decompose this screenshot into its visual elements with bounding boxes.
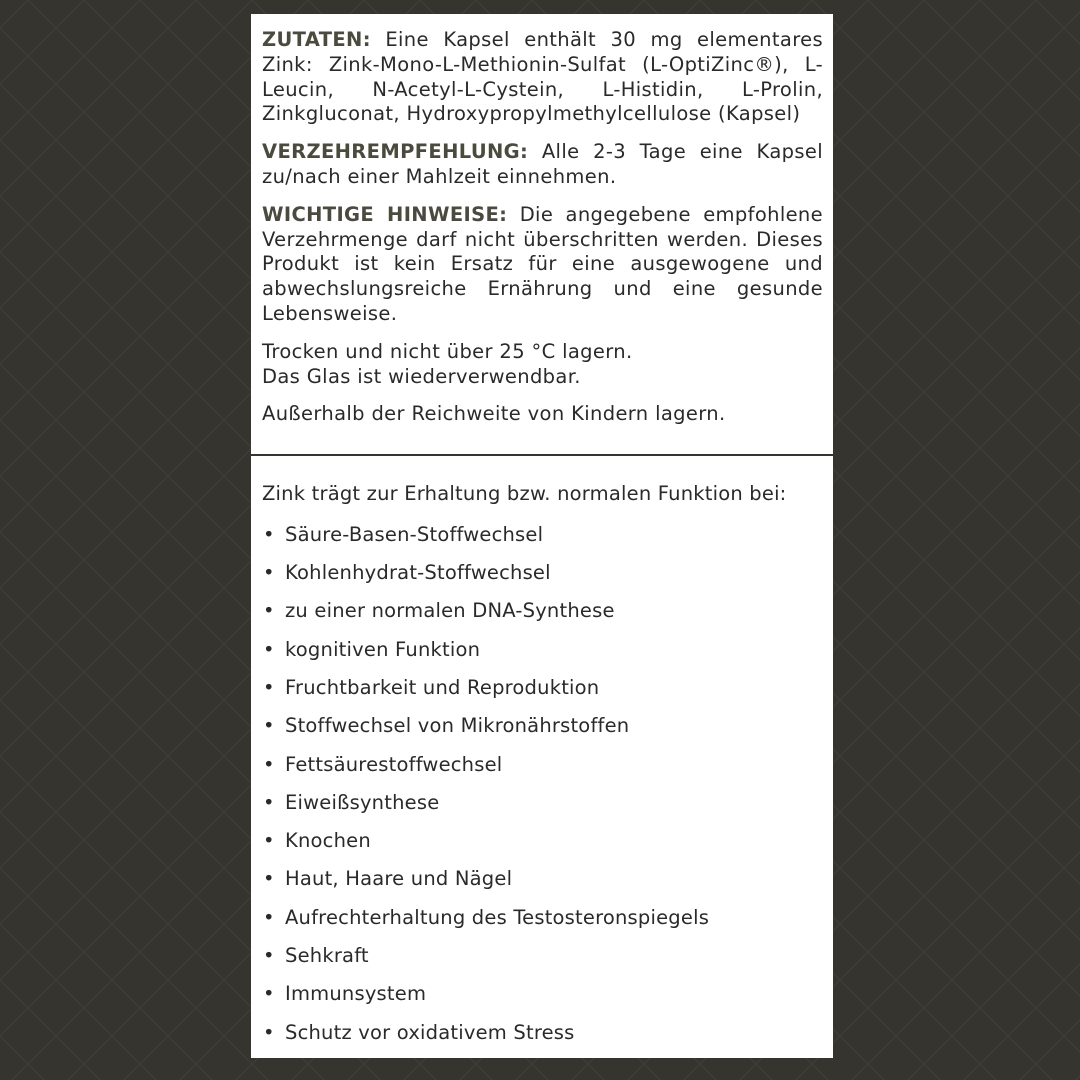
benefit-text: kognitiven Funktion — [285, 637, 481, 661]
bullet-icon: • — [263, 752, 275, 776]
bullet-icon: • — [263, 867, 275, 891]
bullet-icon: • — [263, 599, 275, 623]
ingredients-text: Eine Kapsel enthält 30 mg elementares Zink: Zink-Mono-L-Methionin-Sulfat (L-OptiZinc®), L-Leucin, N-Acetyl-L-Cystein, L-Histidin, L-Prolin, Zinkgluconat, Hydroxypropylmethylcellulose (Kapsel) — [262, 28, 823, 126]
list-item — [262, 1021, 823, 1059]
bullet-icon: • — [263, 714, 275, 738]
list-item — [262, 714, 823, 752]
benefit-text: Aufrechterhaltung des Testosteronspiegels — [285, 905, 710, 929]
benefit-text: Schutz vor oxidativem Stress — [285, 1020, 575, 1044]
bullet-icon: • — [263, 522, 275, 546]
list-item — [262, 599, 823, 637]
benefit-text: zu einer normalen DNA-Synthese — [285, 599, 615, 623]
benefit-text: Fettsäurestoffwechsel — [285, 752, 503, 776]
notes-label: WICHTIGE HINWEISE: — [262, 202, 508, 226]
recommendation-paragraph — [262, 140, 823, 190]
benefits-section — [251, 456, 833, 1058]
list-item — [262, 523, 823, 561]
bullet-icon: • — [263, 944, 275, 968]
recommendation-text: Alle 2-3 Tage eine Kapsel zu/nach einer Mahlzeit einnehmen. — [262, 140, 823, 188]
children-warning: Außerhalb der Reichweite von Kindern lagern. — [262, 402, 726, 426]
list-item — [262, 944, 823, 982]
bullet-icon: • — [263, 790, 275, 814]
list-item — [262, 867, 823, 905]
list-item — [262, 676, 823, 714]
notes-paragraph — [262, 203, 823, 327]
storage-line-1: Trocken und nicht über 25 °C lagern. — [262, 339, 633, 363]
list-item — [262, 638, 823, 676]
bullet-icon: • — [263, 637, 275, 661]
list-item — [262, 829, 823, 867]
list-item — [262, 791, 823, 829]
benefit-text: Eiweißsynthese — [285, 790, 440, 814]
benefit-text: Sehkraft — [285, 944, 369, 968]
benefit-text: Kohlenhydrat-Stoffwechsel — [285, 561, 551, 585]
notes-text: Die angegebene empfohlene Verzehrmenge darf nicht überschritten werden. Dieses Produkt ist kein Ersatz für eine ausgewogene und abwechslungsreiche Ernährung und eine gesunde Lebensweise. — [262, 202, 823, 325]
list-item — [262, 982, 823, 1020]
bullet-icon: • — [263, 1020, 275, 1044]
list-item — [262, 906, 823, 944]
benefit-text: Säure-Basen-Stoffwechsel — [285, 522, 544, 546]
bullet-icon: • — [263, 982, 275, 1006]
bullet-icon: • — [263, 829, 275, 853]
ingredients-paragraph — [262, 28, 823, 127]
label-info-section — [251, 14, 833, 454]
bullet-icon: • — [263, 561, 275, 585]
bullet-icon: • — [263, 675, 275, 699]
benefit-text: Fruchtbarkeit und Reproduktion — [285, 675, 600, 699]
list-item — [262, 561, 823, 599]
benefit-text: Haut, Haare und Nägel — [285, 867, 513, 891]
bullet-icon: • — [263, 905, 275, 929]
benefit-text: Immunsystem — [285, 982, 427, 1006]
recommendation-label: VERZEHREMPFEHLUNG: — [262, 140, 529, 164]
benefits-intro: Zink trägt zur Erhaltung bzw. normalen Funktion bei: — [262, 482, 787, 505]
ingredients-label: ZUTATEN: — [262, 28, 371, 51]
benefit-text: Stoffwechsel von Mikronährstoffen — [285, 714, 630, 738]
storage-line-2: Das Glas ist wiederverwendbar. — [262, 364, 581, 388]
storage-paragraph — [262, 340, 823, 390]
benefit-text: Knochen — [285, 829, 371, 853]
list-item — [262, 753, 823, 791]
benefits-list — [262, 523, 823, 1059]
product-info-panel — [251, 14, 833, 1058]
